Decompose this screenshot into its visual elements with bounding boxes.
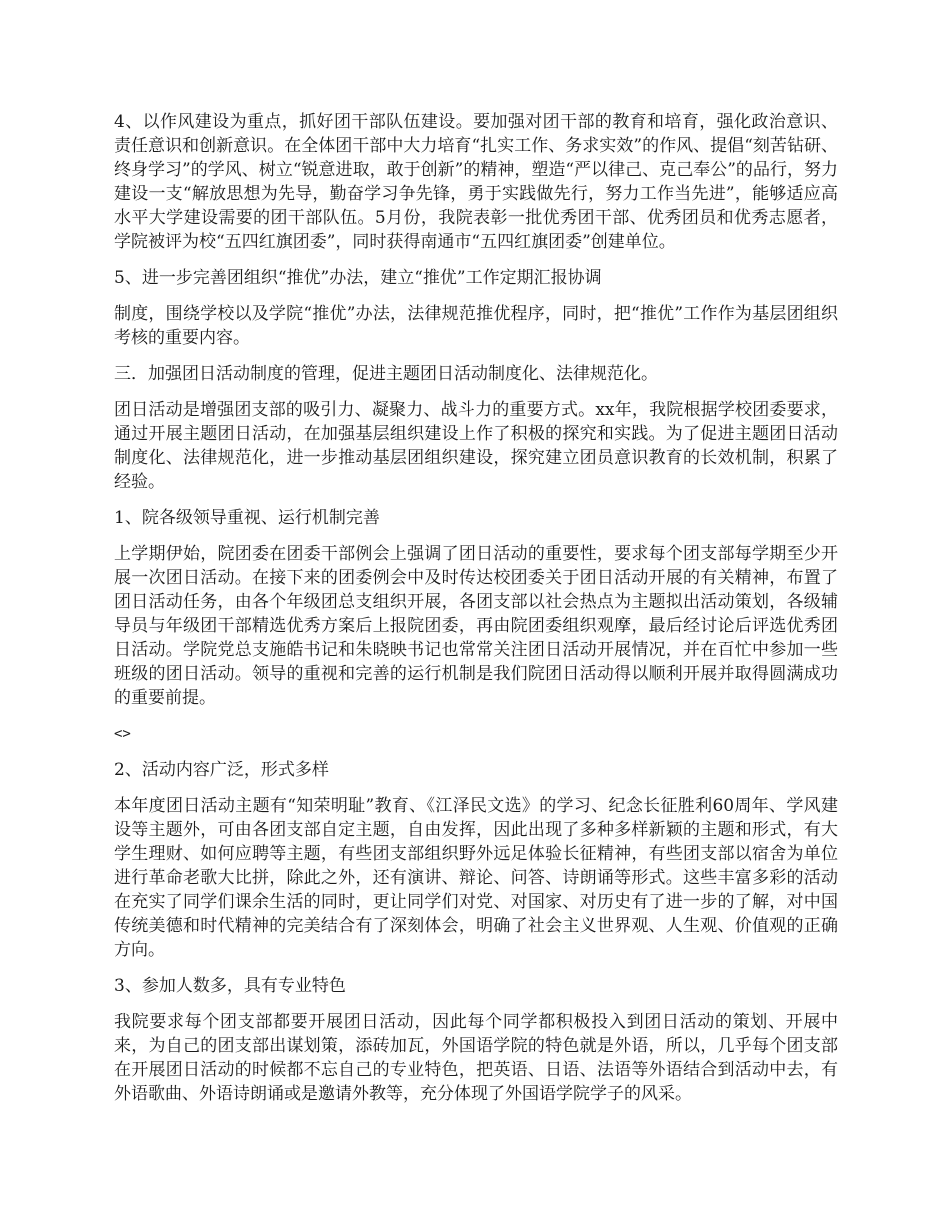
document-page — [114, 110, 838, 1118]
paragraph-league-day-intro: 团日活动是增强团支部的吸引力、凝聚力、战斗力的重要方式。xx年，我院根据学校团委要求，通过开展主题团日活动，在加强基层组织建设上作了积极的探究和实践。为了促进主题团日活动制度化、法律规范化，进一步推动基层团组织建设，探究建立团员意识教育的长效机制，积累了经验。 — [114, 400, 838, 492]
placeholder-marker: <> — [114, 726, 131, 742]
heading-leadership-mechanism: 1、院各级领导重视、运行机制完善 — [114, 508, 380, 528]
paragraph-leadership-mechanism: 上学期伊始，院团委在团委干部例会上强调了团日活动的重要性，要求每个团支部每学期至少开展一次团日活动。在接下来的团委例会中及时传达校团委关于团日活动开展的有关精神，布置了团日活动任务，由各个年级团总支组织开展，各团支部以社会热点为主题拟出活动策划，各级辅导员与年级团干部精选优秀方案后上报院团委，再由院团委组织观摩，最后经讨论后评选优秀团日活动。学院党总支施皓书记和朱晓映书记也常常关注团日活动开展情况，并在百忙中参加一些班级的团日活动。领导的重视和完善的运行机制是我们院团日活动得以顺利开展并取得圆满成功的重要前提。 — [114, 544, 838, 708]
heading-activity-content: 2、活动内容广泛，形式多样 — [114, 760, 329, 780]
heading-section-three: 三．加强团日活动制度的管理，促进主题团日活动制度化、法律规范化。 — [114, 364, 658, 384]
heading-recommendation-method: 5、进一步完善团组织“推优”办法，建立“推优”工作定期汇报协调 — [114, 268, 602, 288]
paragraph-participation: 我院要求每个团支部都要开展团日活动，因此每个同学都积极投入到团日活动的策划、开展中来，为自己的团支部出谋划策，添砖加瓦，外国语学院的特色就是外语，所以，几乎每个团支部在开展团日活动的时候都不忘自己的专业特色，把英语、日语、法语等外语结合到活动中去，有外语歌曲、外语诗朗诵或是邀请外教等，充分体现了外国语学院学子的风采。 — [114, 1012, 838, 1104]
paragraph-recommendation-system: 制度，围绕学校以及学院“推优”办法，法律规范推优程序，同时，把“推优”工作作为基层团组织考核的重要内容。 — [114, 304, 838, 348]
paragraph-activity-content: 本年度团日活动主题有“知荣明耻”教育、《江泽民文选》的学习、纪念长征胜利60周年、学风建设等主题外，可由各团支部自定主题，自由发挥，因此出现了多种多样新颖的主题和形式，有大学生理财、如何应聘等主题，有些团支部组织野外远足体验长征精神，有些团支部以宿舍为单位进行革命老歌大比拼，除此之外，还有演讲、辩论、问答、诗朗诵等形式。这些丰富多彩的活动在充实了同学们课余生活的同时，更让同学们对党、对国家、对历史有了进一步的了解，对中国传统美德和时代精神的完美结合有了深刻体会，明确了社会主义世界观、人生观、价值观的正确方向。 — [114, 796, 838, 960]
paragraph-team-cadre-building: 4、以作风建设为重点，抓好团干部队伍建设。要加强对团干部的教育和培育，强化政治意识、责任意识和创新意识。在全体团干部中大力培育“扎实工作、务求实效”的作风、提倡“刻苦钻研、终身学习”的学风、树立“锐意进取，敢于创新”的精神，塑造“严以律己、克己奉公”的品行，努力建设一支“解放思想为先导，勤奋学习争先锋，勇于实践做先行，努力工作当先进”，能够适应高水平大学建设需要的团干部队伍。5月份，我院表彰一批优秀团干部、优秀团员和优秀志愿者，学院被评为校“五四红旗团委”，同时获得南通市“五四红旗团委”创建单位。 — [114, 112, 838, 252]
heading-participation: 3、参加人数多，具有专业特色 — [114, 976, 346, 996]
